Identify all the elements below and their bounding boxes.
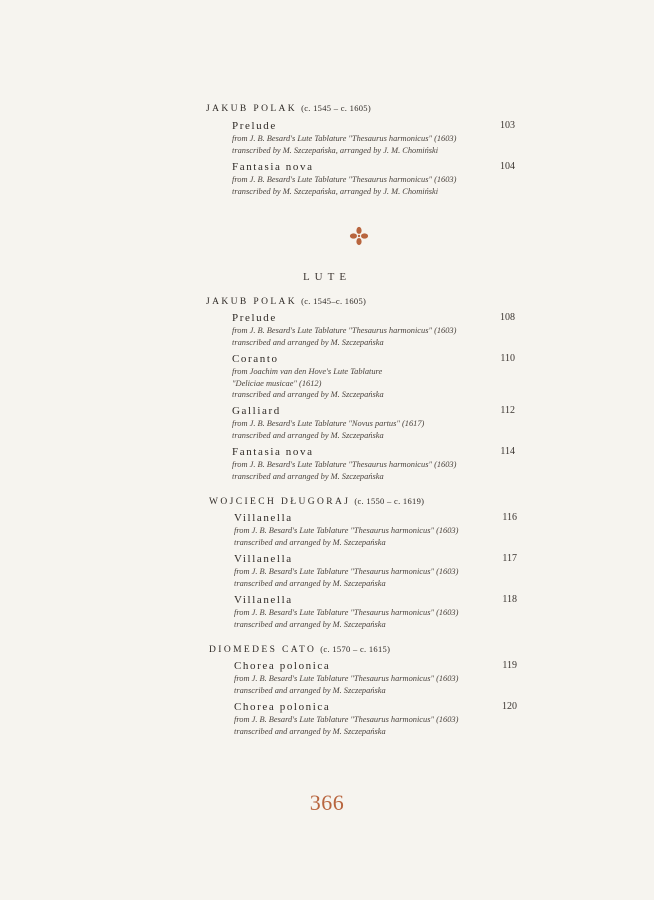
composer-name: WOJCIECH DŁUGORAJ [209,497,351,507]
fleuron-icon [349,226,369,246]
source-note: from J. B. Besard's Lute Tablature "Thesaurus harmonicus" (1603) [232,175,457,184]
source-note: transcribed and arranged by M. Szczepańska [232,390,384,399]
composer-heading [206,103,371,114]
source-note: transcribed and arranged by M. Szczepańska [234,578,386,588]
composer-heading [209,644,390,655]
source-note: from J. B. Besard's Lute Tablature "Thesaurus harmonicus" (1603) [234,608,459,617]
page-number: 118 [502,594,517,605]
composer-dates: (c. 1570 – c. 1615) [320,644,391,654]
composer-name: JAKUB POLAK [206,104,298,114]
piece-title: Galliard [232,405,281,417]
source-note: from J. B. Besard's Lute Tablature "Thesaurus harmonicus" (1603) [232,326,457,335]
composer-dates: (c. 1545–c. 1605) [301,296,367,306]
piece-title: Fantasia nova [232,161,314,173]
toc-entry [232,311,515,348]
page-number: 108 [500,312,515,323]
piece-title: Villanella [234,553,293,565]
composer-dates: (c. 1550 – c. 1619) [354,496,425,506]
page-number: 110 [500,353,515,364]
source-note: from J. B. Besard's Lute Tablature "Novus partus" (1617) [232,419,425,428]
piece-title: Prelude [232,312,277,324]
composer-dates: (c. 1545 – c. 1605) [301,103,371,113]
source-note: from J. B. Besard's Lute Tablature "Thesaurus harmonicus" (1603) [234,567,459,576]
source-note: transcribed and arranged by M. Szczepańska [234,537,386,547]
source-note: transcribed by M. Szczepańska, arranged by J. M. Chomiński [232,145,439,155]
source-note: from J. B. Besard's Lute Tablature "Thesaurus harmonicus" (1603) [232,460,457,469]
source-note: transcribed and arranged by M. Szczepańska [232,430,384,440]
toc-entry [232,404,515,441]
source-note: transcribed and arranged by M. Szczepańska [232,471,384,481]
source-note: from Joachim van den Hove's Lute Tablature [232,367,383,376]
section-heading: LUTE [302,271,352,283]
composer-name: JAKUB POLAK [206,297,298,307]
source-note: from J. B. Besard's Lute Tablature "Thesaurus harmonicus" (1603) [234,715,459,724]
composer-heading [206,296,366,307]
source-note: from J. B. Besard's Lute Tablature "Thesaurus harmonicus" (1603) [234,674,459,683]
page-number: 104 [500,161,515,172]
page-folio: 366 [309,790,345,815]
page-number: 103 [500,120,515,131]
piece-title: Villanella [234,512,293,524]
toc-entry [234,659,517,696]
composer-heading [209,496,424,507]
composer-name: DIOMEDES CATO [209,645,317,655]
piece-title: Chorea polonica [234,660,331,672]
page-number: 112 [500,405,515,416]
piece-title: Fantasia nova [232,446,314,458]
toc-entry [232,352,515,401]
piece-title: Prelude [232,120,277,132]
source-note: transcribed by M. Szczepańska, arranged by J. M. Chomiński [232,186,439,196]
piece-title: Coranto [232,353,279,365]
toc-entry [234,593,517,630]
page-number: 114 [500,446,515,457]
page-number: 119 [502,660,517,671]
page-number: 117 [502,553,517,564]
source-note: transcribed and arranged by M. Szczepańska [234,619,386,629]
toc-entry [234,700,517,737]
source-note: transcribed and arranged by M. Szczepańska [234,726,386,736]
source-note: from J. B. Besard's Lute Tablature "Thesaurus harmonicus" (1603) [232,134,457,143]
source-note: transcribed and arranged by M. Szczepańska [234,685,386,695]
toc-entry [232,445,515,482]
source-note: "Deliciae musicae" (1612) [232,378,322,388]
toc-entry [234,511,517,548]
page-number: 116 [502,512,517,523]
toc-entry [232,119,515,156]
page-number: 120 [502,701,517,712]
source-note: from J. B. Besard's Lute Tablature "Thesaurus harmonicus" (1603) [234,526,459,535]
piece-title: Chorea polonica [234,701,331,713]
source-note: transcribed and arranged by M. Szczepańska [232,337,384,347]
toc-entry [232,160,515,197]
toc-entry [234,552,517,589]
piece-title: Villanella [234,594,293,606]
